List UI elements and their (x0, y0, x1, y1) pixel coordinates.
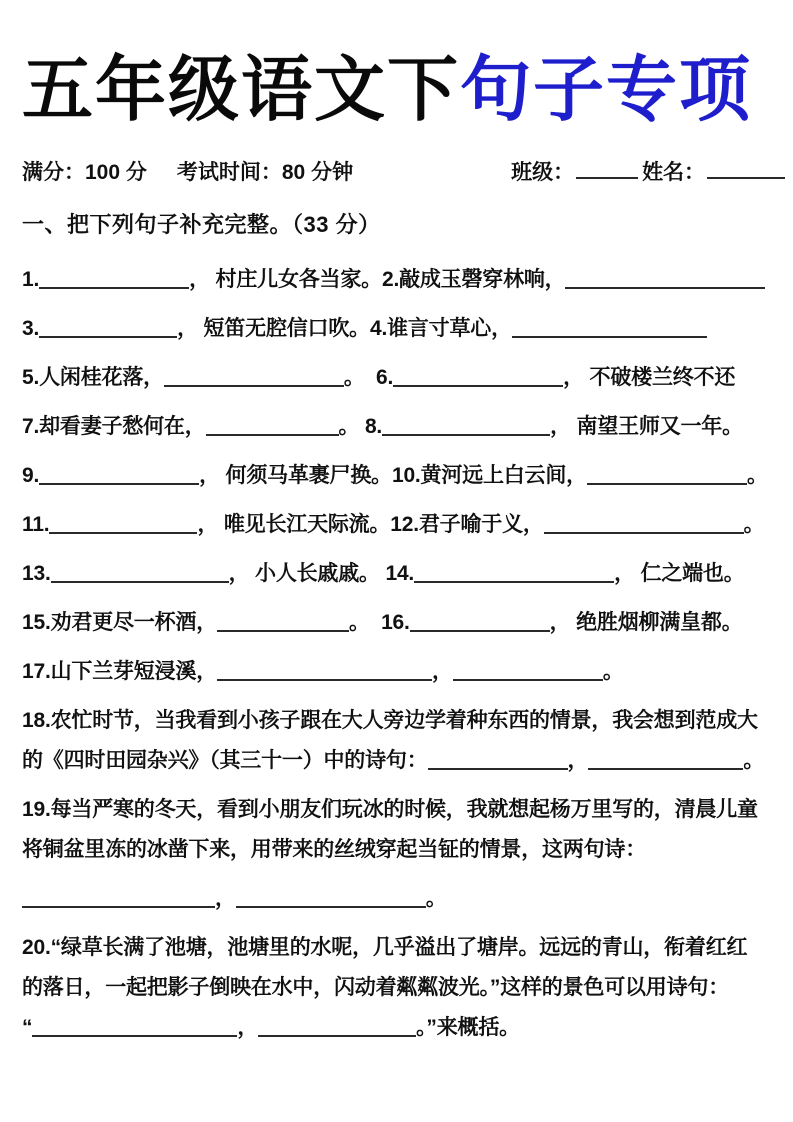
answer-blank (51, 561, 229, 583)
question-text: 。”来概括。 (416, 1016, 520, 1039)
class-blank (576, 159, 638, 179)
answer-blank (410, 610, 550, 632)
question-text: 。 (743, 749, 765, 772)
question-line (22, 456, 785, 496)
question-text: ， 唯见长江天际流。12.君子喻于义， (197, 513, 544, 536)
question-text: ， 绝胜烟柳满皇都。 (549, 611, 743, 634)
question-text: ， (215, 887, 236, 910)
question-text: 的落日，一起把影子倒映在水中，闪动着粼粼波光。”这样的景色可以用诗句： (22, 976, 729, 999)
title-blue-part: 句子专项 (460, 51, 753, 130)
question-line (22, 652, 785, 692)
question-text: 11. (22, 513, 50, 536)
question-text: 15.劝君更尽一杯酒， (22, 611, 217, 634)
question-line (22, 741, 785, 781)
page-title (22, 46, 785, 136)
question-text: “ (22, 1016, 33, 1039)
question-text: 。 6. (343, 366, 394, 389)
name-label: 姓名： (642, 161, 706, 184)
answer-blank (217, 659, 432, 681)
question-text: 9. (22, 464, 40, 487)
answer-blank (236, 886, 426, 908)
answer-blank (39, 267, 189, 289)
question-text: 5.人闲桂花落， (22, 366, 164, 389)
answer-blank (428, 748, 568, 770)
question-text: 。 (602, 660, 624, 683)
question-text: 3. (22, 317, 40, 340)
question-lines (22, 260, 785, 1048)
question-text: ， 村庄儿女各当家。2.敲成玉磬穿林响， (189, 268, 566, 291)
title-black-part: 五年级语文下 (22, 51, 461, 130)
answer-blank (164, 365, 344, 387)
question-text: ， 仁之端也。 (614, 562, 745, 585)
question-line (22, 554, 785, 594)
section-heading: 一、把下列句子补充完整。（33 分） (22, 212, 381, 237)
answer-blank (512, 316, 707, 338)
answer-blank (414, 561, 614, 583)
question-text: ， 小人长戚戚。 14. (228, 562, 415, 585)
question-text: ， 南望王师又一年。 (550, 415, 743, 438)
question-line (22, 968, 785, 1008)
question-text: ， (237, 1016, 259, 1039)
question-line (22, 830, 785, 870)
question-text: 20.“绿草长满了池塘，池塘里的水呢，几乎溢出了塘岸。远远的青山，衔着红红 (22, 936, 748, 959)
question-text: 。 (425, 887, 447, 910)
question-text: ， 不破楼兰终不还 (563, 366, 736, 389)
question-line (22, 407, 785, 447)
answer-blank (544, 512, 744, 534)
answer-blank (382, 414, 550, 436)
class-label: 班级： (511, 161, 575, 184)
answer-blank (587, 463, 747, 485)
answer-blank (39, 463, 199, 485)
question-text: ， (432, 660, 453, 683)
answer-blank (22, 886, 215, 908)
question-line (22, 358, 785, 398)
full-score-label: 满分：100 分 (22, 161, 147, 184)
question-line (22, 603, 785, 643)
question-text: ， 短笛无腔信口吹。4.谁言寸草心， (177, 317, 512, 340)
answer-blank (393, 365, 563, 387)
answer-blank (206, 414, 339, 436)
answer-blank (588, 748, 743, 770)
question-line (22, 701, 785, 741)
question-line (22, 260, 785, 300)
question-text: 17.山下兰芽短浸溪， (22, 660, 217, 683)
question-text: 18.农忙时节，当我看到小孩子跟在大人旁边学着种东西的情景，我会想到范成大 (22, 709, 758, 732)
question-text: 13. (22, 562, 51, 585)
question-text: 。 (746, 464, 768, 487)
question-line (22, 790, 785, 830)
answer-blank (49, 512, 197, 534)
question-text: 。 8. (338, 415, 383, 438)
name-blank (707, 159, 785, 179)
exam-meta-row (22, 158, 785, 188)
question-text: 7.却看妻子愁何在， (22, 415, 206, 438)
answer-blank (565, 267, 765, 289)
exam-time-label: 考试时间：80 分钟 (176, 161, 354, 184)
question-line (22, 309, 785, 349)
question-text: 。 (743, 513, 765, 536)
question-text: 将铜盆里冻的冰凿下来，用带来的丝绒穿起当钲的情景，这两句诗： (22, 838, 646, 861)
answer-blank (453, 659, 603, 681)
question-line (22, 928, 785, 968)
question-text: 的《四时田园杂兴》（其三十一）中的诗句： (22, 749, 428, 772)
question-line (22, 879, 785, 919)
answer-blank (258, 1015, 416, 1037)
question-text: 1. (22, 268, 40, 291)
answer-blank (217, 610, 349, 632)
question-text: ， (567, 749, 589, 772)
question-text: 。 16. (349, 611, 410, 634)
answer-blank (32, 1015, 237, 1037)
question-text: 19.每当严寒的冬天，看到小朋友们玩冰的时候，我就想起杨万里写的，清晨儿童 (22, 798, 758, 821)
question-text: ， 何须马革裹尸换。10.黄河远上白云间， (199, 464, 587, 487)
question-line (22, 1008, 785, 1048)
answer-blank (39, 316, 177, 338)
question-line (22, 505, 785, 545)
